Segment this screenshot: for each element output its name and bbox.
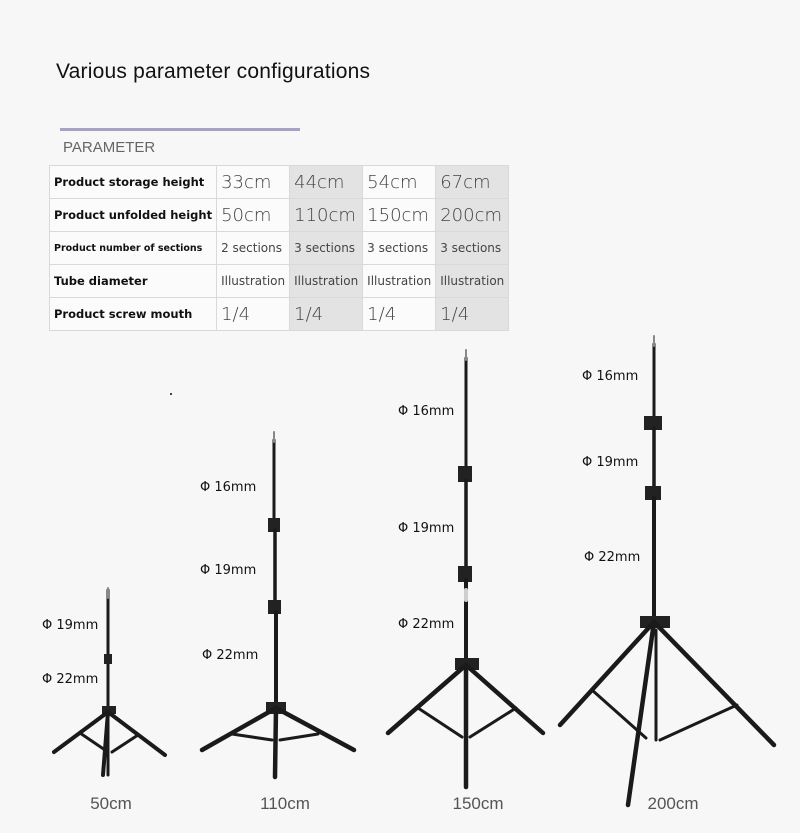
diameter-label: Φ 19mm bbox=[582, 455, 639, 470]
table-cell: Illustration bbox=[436, 265, 509, 298]
diameter-label: Φ 16mm bbox=[582, 369, 639, 384]
table-cell: 1/4 bbox=[436, 298, 509, 331]
table-cell: 3 sections bbox=[363, 232, 436, 265]
row-header: Product number of sections bbox=[50, 232, 217, 265]
table-row bbox=[50, 265, 509, 298]
accent-divider bbox=[60, 128, 300, 131]
stand-height-label: 150cm bbox=[452, 794, 504, 813]
diameter-label: Φ 22mm bbox=[202, 648, 259, 663]
table-row bbox=[50, 232, 509, 265]
row-header: Product unfolded height bbox=[50, 199, 217, 232]
table-cell: 54cm bbox=[363, 166, 436, 199]
section-label: PARAMETER bbox=[63, 139, 156, 156]
row-header: Tube diameter bbox=[50, 265, 217, 298]
table-cell: 3 sections bbox=[436, 232, 509, 265]
table-cell: 1/4 bbox=[290, 298, 363, 331]
table-cell: 1/4 bbox=[217, 298, 290, 331]
stand-height-label: 110cm bbox=[260, 794, 310, 813]
diameter-label: Φ 16mm bbox=[200, 480, 257, 495]
diameter-label: Φ 19mm bbox=[398, 521, 455, 536]
stand-height-label: 200cm bbox=[647, 794, 699, 813]
row-header: Product storage height bbox=[50, 166, 217, 199]
table-cell: 67cm bbox=[436, 166, 509, 199]
table-cell: 3 sections bbox=[290, 232, 363, 265]
table-row bbox=[50, 199, 509, 232]
diameter-label: Φ 22mm bbox=[42, 672, 99, 687]
table-cell: 1/4 bbox=[363, 298, 436, 331]
table-cell: Illustration bbox=[363, 265, 436, 298]
table-cell: 150cm bbox=[363, 199, 436, 232]
page-title: Various parameter configurations bbox=[56, 60, 371, 83]
table-cell: Illustration bbox=[217, 265, 290, 298]
table-cell: 2 sections bbox=[217, 232, 290, 265]
diameter-label: Φ 22mm bbox=[398, 617, 455, 632]
table-cell: 33cm bbox=[217, 166, 290, 199]
table-row bbox=[50, 298, 509, 331]
tripod-200cm-illustration bbox=[560, 336, 774, 805]
table-cell: 50cm bbox=[217, 199, 290, 232]
row-header: Product screw mouth bbox=[50, 298, 217, 331]
table-cell: 200cm bbox=[436, 199, 509, 232]
stand-height-label: 50cm bbox=[90, 794, 132, 813]
table-cell: Illustration bbox=[290, 265, 363, 298]
parameter-table bbox=[49, 165, 509, 331]
diameter-label: Φ 19mm bbox=[200, 563, 257, 578]
table-cell: 44cm bbox=[290, 166, 363, 199]
table-row bbox=[50, 166, 509, 199]
table-cell: 110cm bbox=[290, 199, 363, 232]
diameter-label: Φ 22mm bbox=[584, 550, 641, 565]
diameter-label: Φ 19mm bbox=[42, 618, 99, 633]
diameter-label: Φ 16mm bbox=[398, 404, 455, 419]
